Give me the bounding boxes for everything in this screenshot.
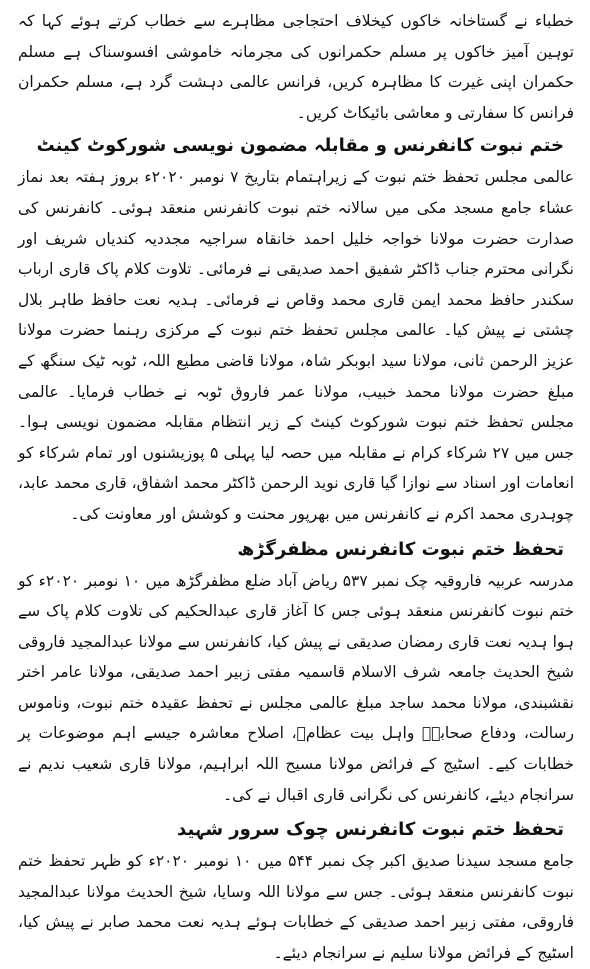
section-heading-shorkot: ختم نبوت کانفرنس و مقابلہ مضمون نویسی شورکوٹ کینٹ: [36, 135, 564, 157]
section-body-shorkot: عالمی مجلس تحفظ ختم نبوت کے زیراہتمام بتاریخ ۷ نومبر ۲۰۲۰ء بروز ہفتہ بعد نماز عشاء جامع مسجد مکی میں سالانہ ختم نبوت کانفرنس منعقد ہوئی۔ کانفرنس کی صدارت حضرت مولانا خواجہ خلیل احمد خانقاہ سراجیہ مجددیہ کندیاں شریف اور نگرانی محترم جناب ڈاکٹر شفیق احمد صدیقی نے فرمائی۔ تلاوت کلام پاک قاری ارباب سکندر حافظ محمد ایمن قاری محمد وقاص نے فرمائی۔ ہدیہ نعت حافظ طاہر بلال چشتی نے پیش کیا۔ عالمی مجلس تحفظ ختم نبوت کے مرکزی رہنما حضرت مولانا عزیز الرحمن ثانی، مولانا سید ابوبکر شاہ، مولانا قاضی مطیع اللہ، ٹوبہ ٹیک سنگھ کے مبلغ حضرت مولانا محمد خبیب، مولانا عمر فاروق ٹوبہ نے خطاب فرمایا۔ عالمی مجلس تحفظ ختم نبوت شورکوٹ کینٹ کے زیر انتظام مقابلہ مضمون نویسی ہوا۔ جس میں ۲۷ شرکاء کرام نے مقابلہ میں حصہ لیا پہلی ۵ پوزیشنوں اور تمام شرکاء کو انعامات اور اسناد سے نوازا گیا قاری نوید الرحمن ڈاکٹر محمد اشفاق، قاری محمد عابد، چوہدری محمد اکرم نے کانفرنس میں بھرپور محنت و کوشش اور معاونت کی۔: [18, 168, 575, 523]
section-heading-chowk-sarwar-shaheed: تحفظ ختم نبوت کانفرنس چوک سرور شہید: [177, 819, 564, 841]
section-heading-muzaffargarh: تحفظ ختم نبوت کانفرنس مظفرگڑھ: [237, 538, 564, 560]
section-body-chowk-sarwar-shaheed: جامع مسجد سیدنا صدیق اکبر چک نمبر ۵۴۴ میں ۱۰ نومبر ۲۰۲۰ء کو ظہر تحفظ ختم نبوت کانفرنس منعقد ہوئی۔ جس سے مولانا اللہ وسایا، شیخ الحدیث مولانا عبدالمجید فاروقی، مفتی زبیر احمد صدیقی کے خطابات ہوئے ہدیہ نعت محمد صابر نے پیش کیا، اسٹیج کے فرائض مولانا سلیم نے سرانجام دیئے۔: [18, 852, 574, 963]
section-body-muzaffargarh: مدرسہ عربیہ فاروقیہ چک نمبر ۵۳۷ ریاض آباد ضلع مظفرگڑھ میں ۱۰ نومبر ۲۰۲۰ء کو ختم نبوت کانفرنس منعقد ہوئی جس کا آغاز قاری عبدالحکیم کی تلاوت کلام پاک سے ہوا ہدیہ نعت قاری رمضان صدیقی نے پیش کیا، کانفرنس سے مولانا عبدالمجید فاروقی شیخ الحدیث جامعہ شرف الاسلام قاسمیہ مفتی زبیر احمد صدیقی، مولانا عامر اختر نقشبندی، مولانا محمد ساجد مبلغ عالمی مجلس نے تحفظ عقیدہ ختم نبوت، وناموس رسالت، ودفاع صحابہؓ واہل بیت عظامؓ، اصلاح معاشرہ جیسے اہم موضوعات پر خطابات کیے۔ اسٹیج کے فرائض مولانا مسیح اللہ ابراہیم، مولانا قاری شعیب ندیم نے سرانجام دیئے، کانفرنس کی نگرانی قاری اقبال نے کی۔: [18, 571, 574, 804]
article-page: [18, 6, 575, 963]
intro-paragraph: خطباء نے گستاخانہ خاکوں کیخلاف احتجاجی مظاہرے سے خطاب کرتے ہوئے کہا کہ توہین آمیز خاکوں پر مسلم حکمرانوں کی مجرمانہ خاموشی افسوسناک ہے مسلم حکمران اپنی غیرت کا مظاہرہ کریں، فرانس عالمی دہشت گرد ہے، مسلم حکمران فرانس کا سفارتی و معاشی بائیکاٹ کریں۔: [18, 12, 574, 122]
